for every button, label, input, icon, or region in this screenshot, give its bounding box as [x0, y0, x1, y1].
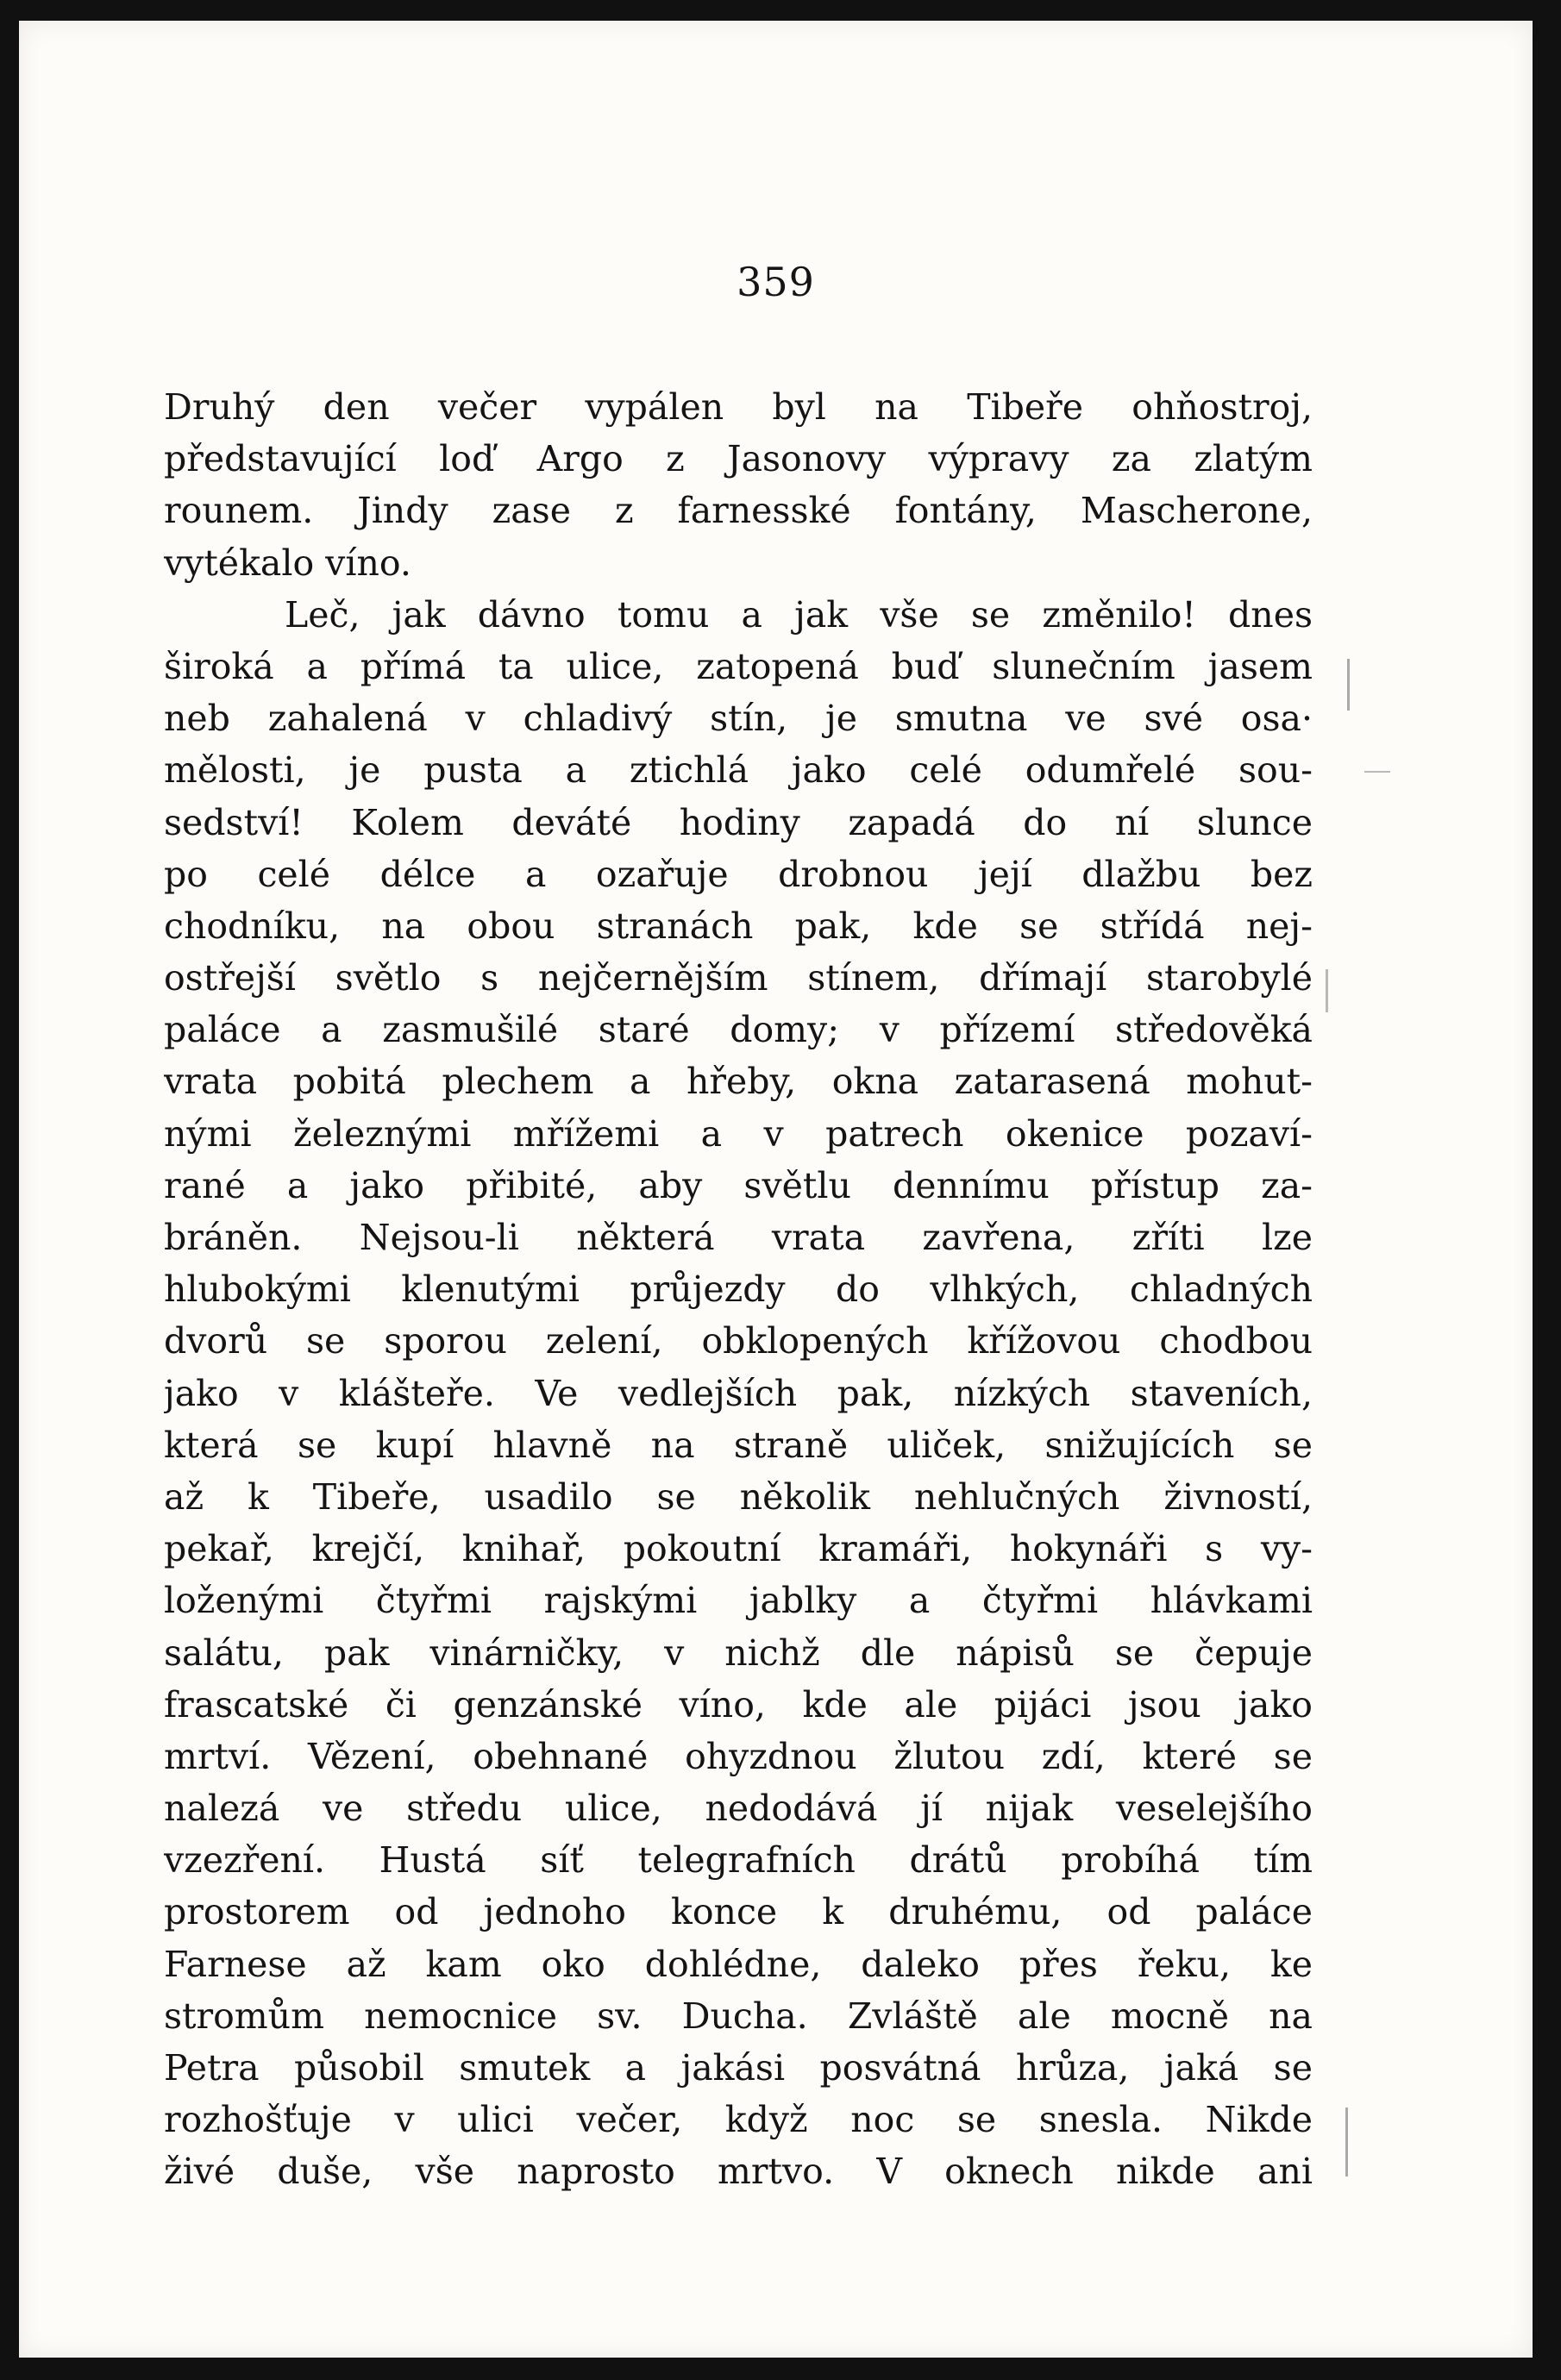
text-line: mělosti, je pusta a ztichlá jako celé odumřelé sou- [164, 749, 1313, 792]
page-number: 359 [737, 259, 815, 305]
text-line: paláce a zasmušilé staré domy; v přízemí středověká [164, 1009, 1313, 1051]
text-line: pekař, krejčí, knihař, pokoutní kramáři, hokynáři s vy- [164, 1528, 1313, 1570]
text-line: hlubokými klenutými průjezdy do vlhkých, chladných [164, 1268, 1313, 1311]
text-line: široká a přímá ta ulice, zatopená buď slunečním jasem [164, 645, 1313, 687]
text-line: loženými čtyřmi rajskými jablky a čtyřmi hlávkami [164, 1580, 1313, 1622]
text-line: salátu, pak vinárničky, v nichž dle nápisů se čepuje [164, 1632, 1313, 1674]
text-line: jako v klášteře. Ve vedlejších pak, nízkých staveních, [164, 1372, 1313, 1414]
scan-artifact [1364, 771, 1390, 773]
text-line: prostorem od jednoho konce k druhému, od paláce [164, 1891, 1313, 1933]
text-line: frascatské či genzánské víno, kde ale pijáci jsou jako [164, 1683, 1313, 1726]
text-line: nalezá ve středu ulice, nedodává jí nijak veselejšího [164, 1788, 1313, 1830]
text-line: dvorů se sporou zelení, obklopených křížovou chodbou [164, 1320, 1313, 1362]
text-line: sedství! Kolem deváté hodiny zapadá do ní slunce [164, 801, 1313, 843]
text-line: nými železnými mřížemi a v patrech okenice pozaví- [164, 1112, 1313, 1155]
paragraph-2 [164, 589, 1313, 2198]
body-text [164, 381, 1313, 2198]
text-line: ostřejší světlo s nejčernějším stínem, dřímají starobylé [164, 957, 1313, 999]
text-line: chodníku, na obou stranách pak, kde se střídá nej- [164, 905, 1313, 947]
book-page [19, 21, 1533, 2358]
text-line: Petra působil smutek a jakási posvátná hrůza, jaká se [164, 2047, 1313, 2089]
text-line: představující loď Argo z Jasonovy výpravy za zlatým [164, 438, 1313, 480]
text-line: stromům nemocnice sv. Ducha. Zvláště ale mocně na [164, 1995, 1313, 2037]
text-line: Farnese až kam oko dohlédne, daleko přes řeku, ke [164, 1943, 1313, 1985]
scan-artifact [1345, 2108, 1348, 2176]
text-line: živé duše, vše naprosto mrtvo. V oknech nikde ani [164, 2151, 1313, 2193]
text-line: která se kupí hlavně na straně uliček, snižujících se [164, 1424, 1313, 1466]
text-line: po celé délce a ozařuje drobnou její dlažbu bez [164, 853, 1313, 895]
text-line: Leč, jak dávno tomu a jak vše se změnilo! dnes [285, 593, 1313, 636]
text-line: vrata pobitá plechem a hřeby, okna zatarasená mohut- [164, 1061, 1313, 1103]
scan-artifact [1326, 969, 1328, 1012]
text-line: rounem. Jindy zase z farnesské fontány, Mascherone, [164, 490, 1313, 532]
scan-artifact [1347, 659, 1350, 711]
paragraph-1 [164, 381, 1313, 589]
text-line: rané a jako přibité, aby světlu dennímu přístup za- [164, 1164, 1313, 1206]
text-line: rozhošťuje v ulici večer, když noc se snesla. Nikde [164, 2099, 1313, 2141]
text-line: až k Tibeře, usadilo se několik nehlučných živností, [164, 1475, 1313, 1518]
text-line: neb zahalená v chladivý stín, je smutna ve své osa· [164, 698, 1313, 740]
text-line: vytékalo víno. [164, 542, 411, 584]
text-line: mrtví. Vězení, obehnané ohyzdnou žlutou zdí, které se [164, 1735, 1313, 1777]
text-line: bráněn. Nejsou-li některá vrata zavřena, zříti lze [164, 1217, 1313, 1258]
text-line: vzezření. Hustá síť telegrafních drátů probíhá tím [164, 1839, 1313, 1882]
text-line: Druhý den večer vypálen byl na Tibeře ohňostroj, [164, 386, 1313, 428]
